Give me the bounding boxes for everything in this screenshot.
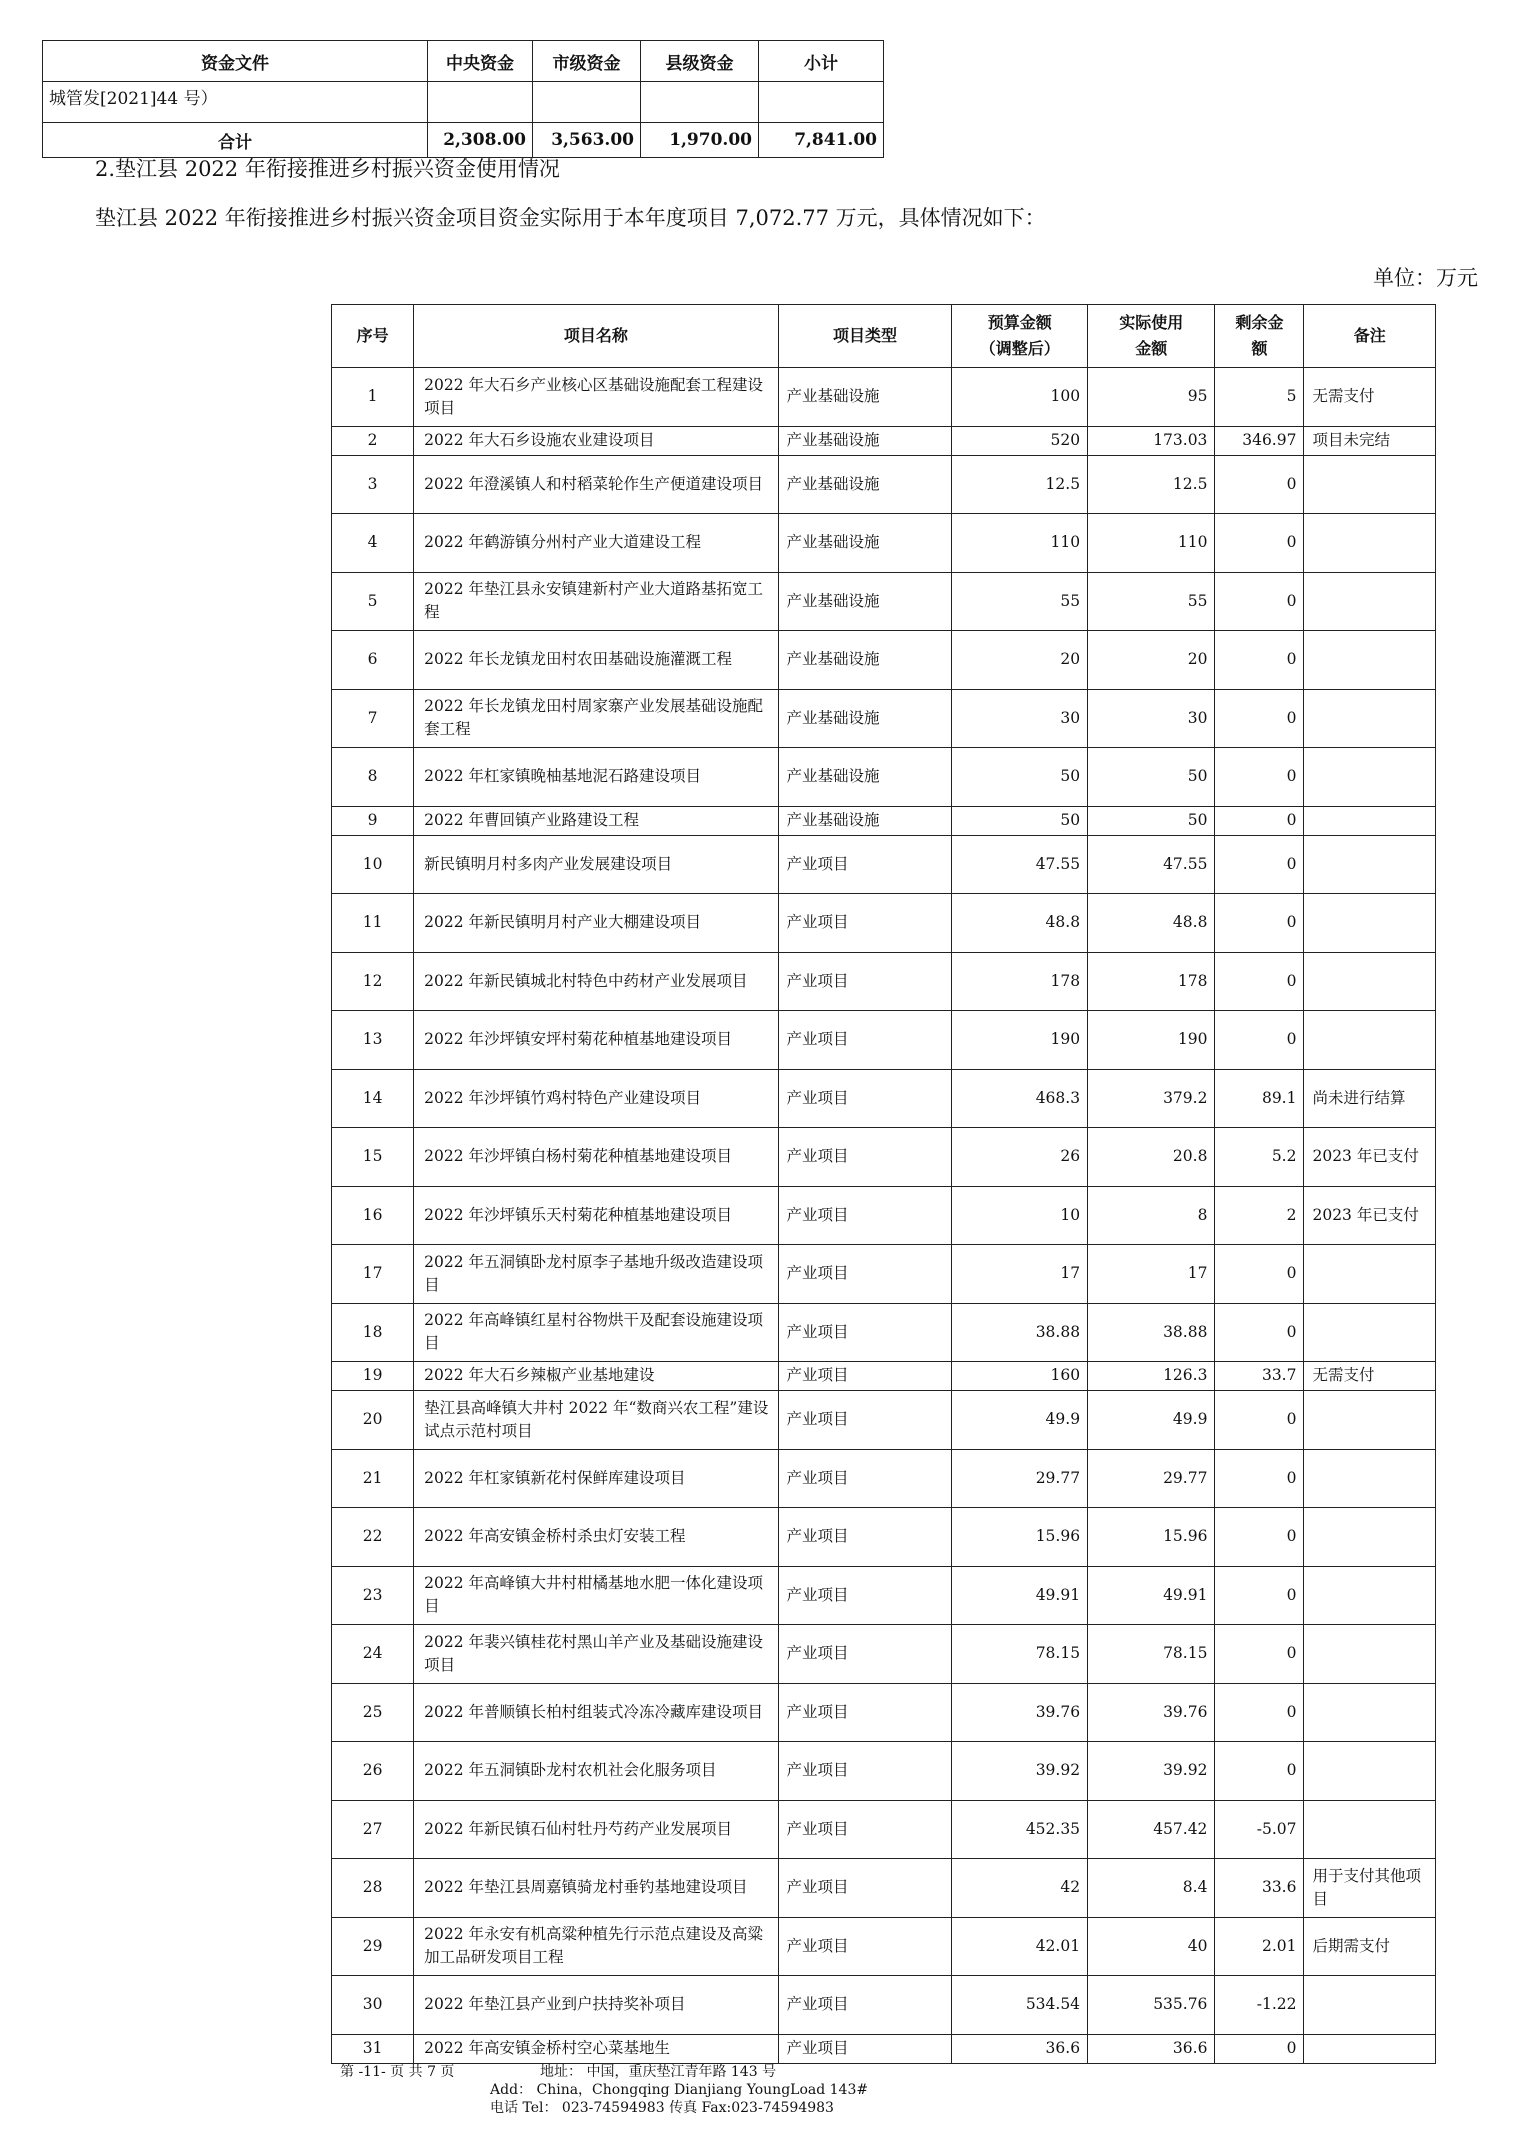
row-project-type: 产业项目 bbox=[778, 1742, 952, 1801]
header-actual: 实际使用 金额 bbox=[1088, 305, 1215, 368]
row-note bbox=[1304, 1449, 1436, 1508]
table-row bbox=[332, 894, 1436, 953]
row-actual: 78.15 bbox=[1088, 1625, 1215, 1684]
row-project-name: 2022 年普顺镇长柏村组装式冷冻冷藏库建设项目 bbox=[414, 1683, 778, 1742]
row-actual: 38.88 bbox=[1088, 1303, 1215, 1362]
funds-total-city: 3,563.00 bbox=[533, 123, 641, 158]
row-budget: 50 bbox=[952, 806, 1088, 835]
row-actual: 457.42 bbox=[1088, 1800, 1215, 1859]
row-note bbox=[1304, 748, 1436, 807]
row-project-type: 产业项目 bbox=[778, 1508, 952, 1567]
row-index: 10 bbox=[332, 835, 414, 894]
row-index: 26 bbox=[332, 1742, 414, 1801]
table-row bbox=[332, 1859, 1436, 1918]
row-note bbox=[1304, 455, 1436, 514]
row-note bbox=[1304, 1508, 1436, 1567]
row-project-type: 产业项目 bbox=[778, 894, 952, 953]
row-remaining: 0 bbox=[1215, 1508, 1304, 1567]
row-actual: 20.8 bbox=[1088, 1128, 1215, 1187]
row-note bbox=[1304, 835, 1436, 894]
row-remaining: 0 bbox=[1215, 631, 1304, 690]
row-budget: 48.8 bbox=[952, 894, 1088, 953]
row-budget: 49.9 bbox=[952, 1391, 1088, 1450]
row-index: 25 bbox=[332, 1683, 414, 1742]
table-row bbox=[332, 1186, 1436, 1245]
row-remaining: 346.97 bbox=[1215, 426, 1304, 455]
table-row bbox=[332, 631, 1436, 690]
row-project-name: 2022 年沙坪镇乐天村菊花种植基地建设项目 bbox=[414, 1186, 778, 1245]
row-actual: 50 bbox=[1088, 806, 1215, 835]
row-budget: 12.5 bbox=[952, 455, 1088, 514]
row-remaining: 0 bbox=[1215, 2034, 1304, 2063]
table-row bbox=[332, 1917, 1436, 1976]
row-budget: 78.15 bbox=[952, 1625, 1088, 1684]
row-index: 1 bbox=[332, 368, 414, 427]
table-row bbox=[332, 1391, 1436, 1450]
row-project-type: 产业项目 bbox=[778, 1976, 952, 2035]
row-remaining: -1.22 bbox=[1215, 1976, 1304, 2035]
row-note bbox=[1304, 1742, 1436, 1801]
funds-total-subtotal: 7,841.00 bbox=[759, 123, 884, 158]
row-index: 29 bbox=[332, 1917, 414, 1976]
row-project-name: 2022 年垫江县永安镇建新村产业大道路基拓宽工程 bbox=[414, 572, 778, 631]
row-index: 5 bbox=[332, 572, 414, 631]
row-index: 16 bbox=[332, 1186, 414, 1245]
table-row bbox=[332, 1128, 1436, 1187]
row-remaining: 0 bbox=[1215, 1011, 1304, 1070]
row-note bbox=[1304, 1976, 1436, 2035]
table-row bbox=[332, 952, 1436, 1011]
row-actual: 12.5 bbox=[1088, 455, 1215, 514]
table-row bbox=[332, 1800, 1436, 1859]
row-project-type: 产业项目 bbox=[778, 2034, 952, 2063]
row-budget: 10 bbox=[952, 1186, 1088, 1245]
row-remaining: 0 bbox=[1215, 806, 1304, 835]
projects-header-row bbox=[332, 305, 1436, 368]
row-project-type: 产业基础设施 bbox=[778, 514, 952, 573]
row-project-name: 2022 年曹回镇产业路建设工程 bbox=[414, 806, 778, 835]
row-budget: 38.88 bbox=[952, 1303, 1088, 1362]
row-project-name: 2022 年大石乡产业核心区基础设施配套工程建设项目 bbox=[414, 368, 778, 427]
row-actual: 95 bbox=[1088, 368, 1215, 427]
row-index: 22 bbox=[332, 1508, 414, 1567]
table-row bbox=[332, 1683, 1436, 1742]
row-remaining: 0 bbox=[1215, 1742, 1304, 1801]
row-project-type: 产业基础设施 bbox=[778, 748, 952, 807]
row-project-name: 2022 年高安镇金桥村杀虫灯安装工程 bbox=[414, 1508, 778, 1567]
row-index: 19 bbox=[332, 1362, 414, 1391]
row-budget: 39.76 bbox=[952, 1683, 1088, 1742]
row-actual: 15.96 bbox=[1088, 1508, 1215, 1567]
table-row bbox=[332, 572, 1436, 631]
funds-total-central: 2,308.00 bbox=[428, 123, 533, 158]
row-actual: 39.92 bbox=[1088, 1742, 1215, 1801]
row-budget: 160 bbox=[952, 1362, 1088, 1391]
funds-header-subtotal: 小计 bbox=[759, 41, 884, 82]
row-budget: 36.6 bbox=[952, 2034, 1088, 2063]
table-row bbox=[332, 1449, 1436, 1508]
row-project-name: 2022 年长龙镇龙田村周家寨产业发展基础设施配套工程 bbox=[414, 689, 778, 748]
row-project-type: 产业项目 bbox=[778, 1245, 952, 1304]
projects-table bbox=[331, 304, 1436, 2064]
row-index: 11 bbox=[332, 894, 414, 953]
row-project-type: 产业项目 bbox=[778, 1128, 952, 1187]
row-index: 6 bbox=[332, 631, 414, 690]
row-note: 2023 年已支付 bbox=[1304, 1186, 1436, 1245]
row-remaining: 0 bbox=[1215, 1449, 1304, 1508]
footer-address: 地址： 中国，重庆垫江青年路 143 号 bbox=[540, 2064, 777, 2080]
row-actual: 49.9 bbox=[1088, 1391, 1215, 1450]
row-index: 13 bbox=[332, 1011, 414, 1070]
row-project-type: 产业项目 bbox=[778, 1186, 952, 1245]
table-row bbox=[332, 1976, 1436, 2035]
row-project-type: 产业基础设施 bbox=[778, 455, 952, 514]
table-row bbox=[332, 1625, 1436, 1684]
row-project-name: 2022 年鹤游镇分州村产业大道建设工程 bbox=[414, 514, 778, 573]
table-row bbox=[332, 1362, 1436, 1391]
row-remaining: 0 bbox=[1215, 1245, 1304, 1304]
row-remaining: 89.1 bbox=[1215, 1069, 1304, 1128]
row-project-type: 产业基础设施 bbox=[778, 806, 952, 835]
row-note bbox=[1304, 894, 1436, 953]
row-index: 27 bbox=[332, 1800, 414, 1859]
page-footer bbox=[340, 2063, 869, 2116]
row-project-type: 产业项目 bbox=[778, 1069, 952, 1128]
row-budget: 50 bbox=[952, 748, 1088, 807]
row-note bbox=[1304, 1303, 1436, 1362]
row-actual: 20 bbox=[1088, 631, 1215, 690]
row-budget: 55 bbox=[952, 572, 1088, 631]
header-budget: 预算金额 （调整后） bbox=[952, 305, 1088, 368]
row-index: 20 bbox=[332, 1391, 414, 1450]
row-budget: 190 bbox=[952, 1011, 1088, 1070]
unit-label: 单位：万元 bbox=[1373, 266, 1478, 290]
table-row bbox=[332, 1566, 1436, 1625]
table-row bbox=[332, 689, 1436, 748]
row-remaining: 0 bbox=[1215, 748, 1304, 807]
row-project-type: 产业基础设施 bbox=[778, 368, 952, 427]
row-remaining: 0 bbox=[1215, 689, 1304, 748]
table-row bbox=[332, 1245, 1436, 1304]
row-index: 31 bbox=[332, 2034, 414, 2063]
row-project-name: 2022 年沙坪镇安坪村菊花种植基地建设项目 bbox=[414, 1011, 778, 1070]
row-note: 用于支付其他项目 bbox=[1304, 1859, 1436, 1918]
row-actual: 173.03 bbox=[1088, 426, 1215, 455]
row-index: 15 bbox=[332, 1128, 414, 1187]
header-note: 备注 bbox=[1304, 305, 1436, 368]
row-note bbox=[1304, 2034, 1436, 2063]
table-row bbox=[332, 748, 1436, 807]
row-budget: 534.54 bbox=[952, 1976, 1088, 2035]
row-index: 28 bbox=[332, 1859, 414, 1918]
row-remaining: 2 bbox=[1215, 1186, 1304, 1245]
footer-page-number: 第 -11- 页 共 7 页 bbox=[340, 2064, 455, 2080]
row-note bbox=[1304, 514, 1436, 573]
row-budget: 20 bbox=[952, 631, 1088, 690]
row-project-type: 产业项目 bbox=[778, 1391, 952, 1450]
row-actual: 39.76 bbox=[1088, 1683, 1215, 1742]
row-actual: 47.55 bbox=[1088, 835, 1215, 894]
row-index: 24 bbox=[332, 1625, 414, 1684]
footer-address-en: Add： China，Chongqing Dianjiang YoungLoad 143# bbox=[490, 2082, 869, 2098]
row-project-name: 2022 年裴兴镇桂花村黑山羊产业及基础设施建设项目 bbox=[414, 1625, 778, 1684]
row-project-name: 2022 年大石乡设施农业建设项目 bbox=[414, 426, 778, 455]
row-remaining: 0 bbox=[1215, 1683, 1304, 1742]
row-note bbox=[1304, 572, 1436, 631]
row-actual: 126.3 bbox=[1088, 1362, 1215, 1391]
funds-file-row bbox=[43, 82, 884, 123]
row-index: 17 bbox=[332, 1245, 414, 1304]
row-remaining: 5 bbox=[1215, 368, 1304, 427]
row-remaining: 0 bbox=[1215, 952, 1304, 1011]
row-index: 21 bbox=[332, 1449, 414, 1508]
row-remaining: 0 bbox=[1215, 1566, 1304, 1625]
row-index: 9 bbox=[332, 806, 414, 835]
row-project-type: 产业项目 bbox=[778, 1800, 952, 1859]
row-index: 18 bbox=[332, 1303, 414, 1362]
row-budget: 29.77 bbox=[952, 1449, 1088, 1508]
table-row bbox=[332, 1011, 1436, 1070]
row-project-name: 2022 年沙坪镇竹鸡村特色产业建设项目 bbox=[414, 1069, 778, 1128]
table-row bbox=[332, 1742, 1436, 1801]
row-index: 23 bbox=[332, 1566, 414, 1625]
row-index: 7 bbox=[332, 689, 414, 748]
row-budget: 42 bbox=[952, 1859, 1088, 1918]
row-project-type: 产业基础设施 bbox=[778, 426, 952, 455]
row-project-name: 2022 年垫江县产业到户扶持奖补项目 bbox=[414, 1976, 778, 2035]
row-actual: 40 bbox=[1088, 1917, 1215, 1976]
footer-phone: 电话 Tel： 023-74594983 传真 Fax:023-74594983 bbox=[490, 2100, 834, 2116]
row-remaining: 0 bbox=[1215, 835, 1304, 894]
row-project-name: 2022 年杠家镇晚柚基地泥石路建设项目 bbox=[414, 748, 778, 807]
row-project-type: 产业项目 bbox=[778, 1625, 952, 1684]
row-project-name: 2022 年澄溪镇人和村稻菜轮作生产便道建设项目 bbox=[414, 455, 778, 514]
row-project-type: 产业项目 bbox=[778, 1449, 952, 1508]
row-project-type: 产业项目 bbox=[778, 1303, 952, 1362]
row-budget: 452.35 bbox=[952, 1800, 1088, 1859]
row-note: 2023 年已支付 bbox=[1304, 1128, 1436, 1187]
table-row bbox=[332, 1303, 1436, 1362]
header-type: 项目类型 bbox=[778, 305, 952, 368]
row-index: 12 bbox=[332, 952, 414, 1011]
row-budget: 30 bbox=[952, 689, 1088, 748]
row-project-type: 产业项目 bbox=[778, 1917, 952, 1976]
header-name: 项目名称 bbox=[414, 305, 778, 368]
row-remaining: 0 bbox=[1215, 894, 1304, 953]
row-note: 尚未进行结算 bbox=[1304, 1069, 1436, 1128]
row-note bbox=[1304, 1683, 1436, 1742]
table-row bbox=[332, 514, 1436, 573]
row-note bbox=[1304, 1011, 1436, 1070]
section-paragraph: 垫江县 2022 年衔接推进乡村振兴资金项目资金实际用于本年度项目 7,072.77 万元，具体情况如下： bbox=[95, 206, 1046, 230]
row-note: 无需支付 bbox=[1304, 368, 1436, 427]
row-budget: 520 bbox=[952, 426, 1088, 455]
row-actual: 190 bbox=[1088, 1011, 1215, 1070]
row-project-type: 产业项目 bbox=[778, 952, 952, 1011]
funds-header-row bbox=[43, 41, 884, 82]
row-remaining: 33.6 bbox=[1215, 1859, 1304, 1918]
row-project-type: 产业项目 bbox=[778, 1566, 952, 1625]
row-project-name: 2022 年永安有机高粱种植先行示范点建设及高粱加工品研发项目工程 bbox=[414, 1917, 778, 1976]
row-index: 14 bbox=[332, 1069, 414, 1128]
row-project-type: 产业基础设施 bbox=[778, 572, 952, 631]
section-heading: 2.垫江县 2022 年衔接推进乡村振兴资金使用情况 bbox=[95, 157, 560, 181]
row-note: 后期需支付 bbox=[1304, 1917, 1436, 1976]
row-actual: 379.2 bbox=[1088, 1069, 1215, 1128]
row-budget: 15.96 bbox=[952, 1508, 1088, 1567]
row-note bbox=[1304, 689, 1436, 748]
row-project-name: 2022 年沙坪镇白杨村菊花种植基地建设项目 bbox=[414, 1128, 778, 1187]
row-note bbox=[1304, 952, 1436, 1011]
row-actual: 49.91 bbox=[1088, 1566, 1215, 1625]
row-actual: 50 bbox=[1088, 748, 1215, 807]
row-remaining: 0 bbox=[1215, 514, 1304, 573]
row-remaining: 5.2 bbox=[1215, 1128, 1304, 1187]
row-index: 3 bbox=[332, 455, 414, 514]
row-note bbox=[1304, 1391, 1436, 1450]
row-project-name: 2022 年五洞镇卧龙村原李子基地升级改造建设项目 bbox=[414, 1245, 778, 1304]
funds-file-text: 城管发[2021]44 号） bbox=[43, 82, 428, 123]
row-budget: 468.3 bbox=[952, 1069, 1088, 1128]
row-project-type: 产业项目 bbox=[778, 1859, 952, 1918]
row-actual: 178 bbox=[1088, 952, 1215, 1011]
row-project-type: 产业项目 bbox=[778, 835, 952, 894]
table-row bbox=[332, 426, 1436, 455]
row-remaining: -5.07 bbox=[1215, 1800, 1304, 1859]
row-note bbox=[1304, 631, 1436, 690]
projects-table-body bbox=[332, 368, 1436, 2064]
funds-header-county: 县级资金 bbox=[641, 41, 759, 82]
row-actual: 535.76 bbox=[1088, 1976, 1215, 2035]
header-remain: 剩余金 额 bbox=[1215, 305, 1304, 368]
row-remaining: 0 bbox=[1215, 1625, 1304, 1684]
row-note: 项目未完结 bbox=[1304, 426, 1436, 455]
row-remaining: 0 bbox=[1215, 1391, 1304, 1450]
row-remaining: 0 bbox=[1215, 1303, 1304, 1362]
row-note bbox=[1304, 806, 1436, 835]
row-budget: 17 bbox=[952, 1245, 1088, 1304]
funds-header-city: 市级资金 bbox=[533, 41, 641, 82]
table-row bbox=[332, 455, 1436, 514]
funds-header-file: 资金文件 bbox=[43, 41, 428, 82]
funds-header-central: 中央资金 bbox=[428, 41, 533, 82]
row-project-name: 2022 年垫江县周嘉镇骑龙村垂钓基地建设项目 bbox=[414, 1859, 778, 1918]
row-index: 4 bbox=[332, 514, 414, 573]
table-row bbox=[332, 2034, 1436, 2063]
row-project-name: 2022 年新民镇石仙村牡丹芍药产业发展项目 bbox=[414, 1800, 778, 1859]
row-actual: 8.4 bbox=[1088, 1859, 1215, 1918]
row-budget: 42.01 bbox=[952, 1917, 1088, 1976]
row-budget: 110 bbox=[952, 514, 1088, 573]
header-idx: 序号 bbox=[332, 305, 414, 368]
row-actual: 17 bbox=[1088, 1245, 1215, 1304]
row-index: 2 bbox=[332, 426, 414, 455]
row-note bbox=[1304, 1625, 1436, 1684]
table-row bbox=[332, 368, 1436, 427]
row-project-name: 2022 年高安镇金桥村空心菜基地生 bbox=[414, 2034, 778, 2063]
table-row bbox=[332, 806, 1436, 835]
row-budget: 47.55 bbox=[952, 835, 1088, 894]
row-project-name: 2022 年五洞镇卧龙村农机社会化服务项目 bbox=[414, 1742, 778, 1801]
row-project-name: 2022 年高峰镇大井村柑橘基地水肥一体化建设项目 bbox=[414, 1566, 778, 1625]
row-project-name: 2022 年新民镇明月村产业大棚建设项目 bbox=[414, 894, 778, 953]
row-note bbox=[1304, 1245, 1436, 1304]
row-project-name: 2022 年大石乡辣椒产业基地建设 bbox=[414, 1362, 778, 1391]
row-note bbox=[1304, 1800, 1436, 1859]
row-remaining: 2.01 bbox=[1215, 1917, 1304, 1976]
row-remaining: 33.7 bbox=[1215, 1362, 1304, 1391]
row-budget: 100 bbox=[952, 368, 1088, 427]
row-actual: 8 bbox=[1088, 1186, 1215, 1245]
row-note: 无需支付 bbox=[1304, 1362, 1436, 1391]
row-budget: 39.92 bbox=[952, 1742, 1088, 1801]
row-index: 30 bbox=[332, 1976, 414, 2035]
row-project-name: 2022 年新民镇城北村特色中药材产业发展项目 bbox=[414, 952, 778, 1011]
row-project-name: 2022 年长龙镇龙田村农田基础设施灌溉工程 bbox=[414, 631, 778, 690]
row-actual: 30 bbox=[1088, 689, 1215, 748]
row-project-name: 2022 年高峰镇红星村谷物烘干及配套设施建设项目 bbox=[414, 1303, 778, 1362]
row-project-type: 产业基础设施 bbox=[778, 631, 952, 690]
row-project-name: 2022 年杠家镇新花村保鲜库建设项目 bbox=[414, 1449, 778, 1508]
row-note bbox=[1304, 1566, 1436, 1625]
row-remaining: 0 bbox=[1215, 572, 1304, 631]
row-budget: 178 bbox=[952, 952, 1088, 1011]
funds-total-label: 合计 bbox=[43, 123, 428, 158]
funds-total-county: 1,970.00 bbox=[641, 123, 759, 158]
row-project-name: 垫江县高峰镇大井村 2022 年“数商兴农工程”建设试点示范村项目 bbox=[414, 1391, 778, 1450]
row-project-type: 产业基础设施 bbox=[778, 689, 952, 748]
row-actual: 36.6 bbox=[1088, 2034, 1215, 2063]
row-remaining: 0 bbox=[1215, 455, 1304, 514]
row-actual: 29.77 bbox=[1088, 1449, 1215, 1508]
row-actual: 110 bbox=[1088, 514, 1215, 573]
row-actual: 55 bbox=[1088, 572, 1215, 631]
row-budget: 49.91 bbox=[952, 1566, 1088, 1625]
row-project-type: 产业项目 bbox=[778, 1011, 952, 1070]
funds-summary-table bbox=[42, 40, 884, 158]
row-actual: 48.8 bbox=[1088, 894, 1215, 953]
row-project-name: 新民镇明月村多肉产业发展建设项目 bbox=[414, 835, 778, 894]
row-project-type: 产业项目 bbox=[778, 1362, 952, 1391]
row-project-type: 产业项目 bbox=[778, 1683, 952, 1742]
row-budget: 26 bbox=[952, 1128, 1088, 1187]
table-row bbox=[332, 1508, 1436, 1567]
table-row bbox=[332, 1069, 1436, 1128]
row-index: 8 bbox=[332, 748, 414, 807]
table-row bbox=[332, 835, 1436, 894]
